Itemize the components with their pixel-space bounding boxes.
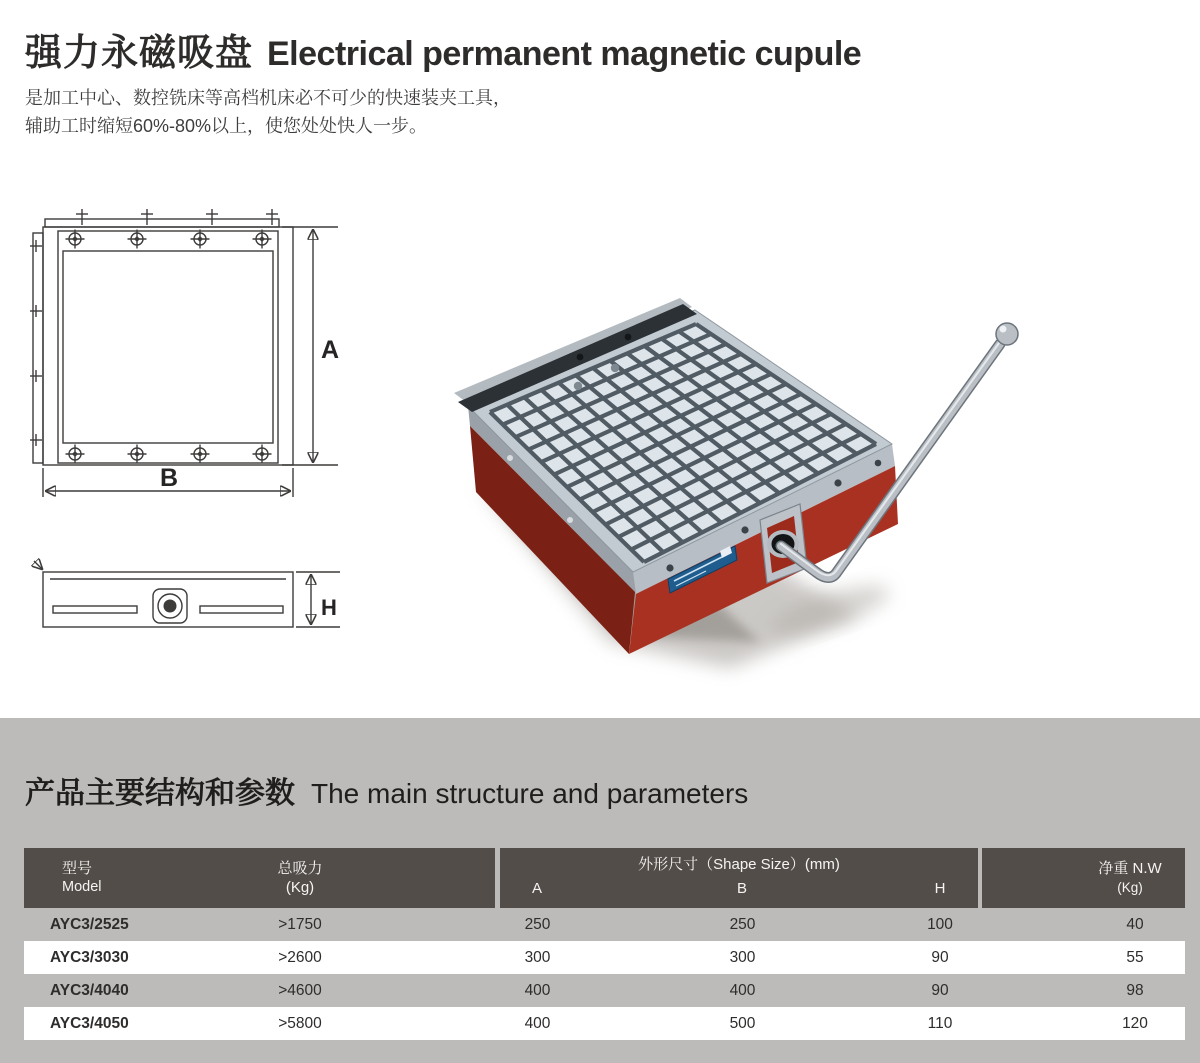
cell-b: 250 xyxy=(729,915,756,933)
cell-h: 100 xyxy=(927,915,953,933)
col-header-a: A xyxy=(531,880,542,897)
top-screws xyxy=(76,209,278,225)
side-body-outline xyxy=(43,572,293,627)
description-line-2: 辅助工时缩短60%-80%以上，使您处处快人一步。 xyxy=(25,116,428,136)
cell-force: >4600 xyxy=(278,981,322,999)
magnet-grid xyxy=(63,251,273,443)
cell-h: 110 xyxy=(927,1014,953,1032)
page-title xyxy=(25,22,861,76)
dimension-h xyxy=(296,572,340,627)
top-view-drawing xyxy=(30,200,350,510)
crosshair-screws xyxy=(66,230,272,464)
table-row xyxy=(24,1007,1185,1040)
col-header-size-title: 外形尺寸（Shape Size）(mm) xyxy=(638,856,840,873)
section-title xyxy=(25,768,748,812)
col-header-net-weight: 净重 N.W (Kg) xyxy=(1098,860,1162,895)
side-slot-left xyxy=(53,606,137,613)
cell-h: 90 xyxy=(931,948,949,966)
col-header-model: 型号 Model xyxy=(62,860,102,895)
col-header-h: H xyxy=(934,880,946,897)
page-title-zh: 强力永磁吸盘 xyxy=(25,32,253,73)
page-title-en: Electrical permanent magnetic cupule xyxy=(267,35,862,73)
table-row xyxy=(24,974,1185,1007)
cell-net-weight: 98 xyxy=(1126,981,1144,999)
table-row xyxy=(24,941,1185,974)
cell-net-weight: 55 xyxy=(1126,948,1144,966)
cell-net-weight: 40 xyxy=(1126,915,1144,933)
cell-a: 400 xyxy=(524,1014,551,1032)
cell-force: >2600 xyxy=(278,948,322,966)
side-slot-right xyxy=(200,606,283,613)
pole-plate-outline xyxy=(58,231,278,463)
cell-model: AYC3/2525 xyxy=(50,915,129,933)
dimension-b xyxy=(43,464,293,497)
plate-screw-1 xyxy=(611,364,619,372)
chuck-body-outline xyxy=(43,227,293,465)
plate-screw-2 xyxy=(574,382,582,390)
cell-net-weight: 120 xyxy=(1122,1014,1148,1032)
description-line-1: 是加工中心、数控铣床等高档机床必不可少的快速装夹工具， xyxy=(25,88,511,108)
handle-ball xyxy=(996,323,1018,345)
cell-h: 90 xyxy=(931,981,949,999)
product-description xyxy=(25,84,511,140)
product-photo xyxy=(430,280,1050,700)
top-clamp-bar xyxy=(45,209,279,227)
cell-b: 400 xyxy=(729,981,756,999)
cell-a: 250 xyxy=(524,915,551,933)
section-title-en: The main structure and parameters xyxy=(311,778,749,809)
dimension-a xyxy=(282,227,339,465)
cell-a: 300 xyxy=(524,948,551,966)
dim-a-label: A xyxy=(321,336,340,364)
spec-table-header xyxy=(0,848,1200,908)
left-clamp-bar xyxy=(30,233,43,463)
dim-b-label: B xyxy=(160,464,179,492)
handle-socket-front xyxy=(153,589,187,623)
cell-model: AYC3/4040 xyxy=(50,981,129,999)
cell-b: 500 xyxy=(729,1014,756,1032)
dim-h-label: H xyxy=(321,595,337,620)
table-row xyxy=(24,908,1185,941)
cell-model: AYC3/3030 xyxy=(50,948,129,966)
cell-force: >5800 xyxy=(278,1014,322,1032)
cell-force: >1750 xyxy=(278,915,322,933)
cell-a: 400 xyxy=(524,981,551,999)
cell-model: AYC3/4050 xyxy=(50,1014,129,1032)
cell-b: 300 xyxy=(729,948,756,966)
section-title-zh: 产品主要结构和参数 xyxy=(25,777,295,810)
side-view-drawing xyxy=(30,555,350,647)
col-header-force: 总吸力 (Kg) xyxy=(277,860,323,896)
col-header-b: B xyxy=(736,880,747,897)
